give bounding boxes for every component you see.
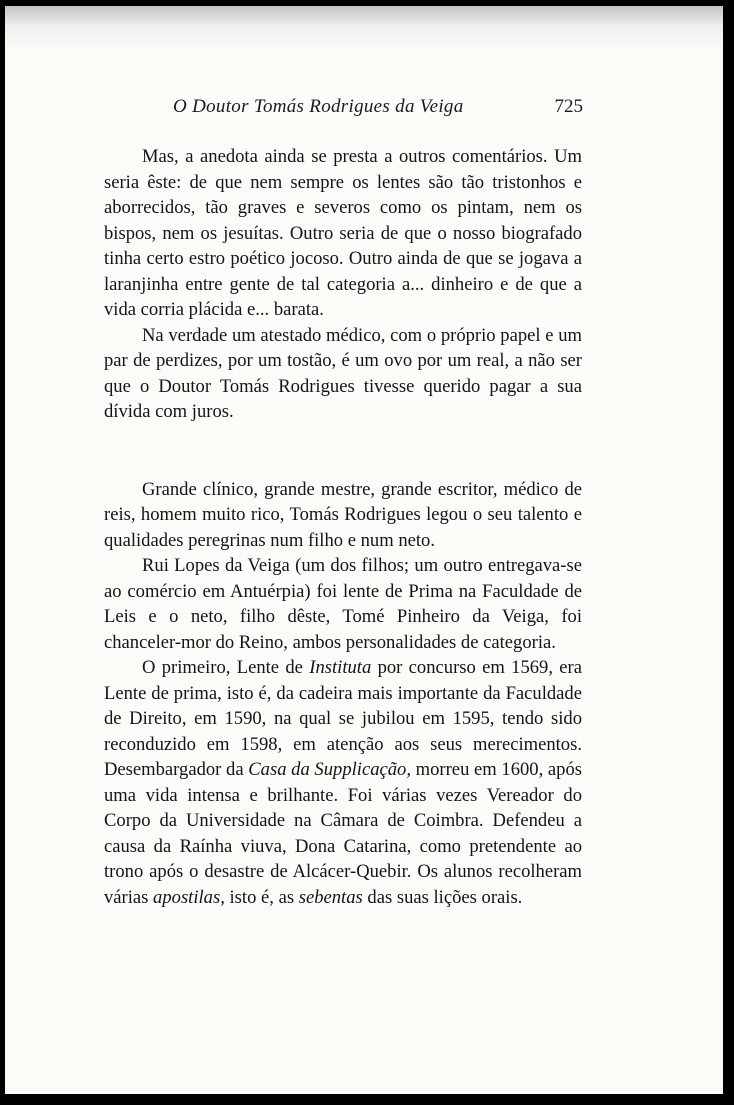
body-text [104, 144, 582, 910]
text-run: por concurso em 1569, era Lente de prima, isto é, da cadeira mais importante da Faculdade de Direito, em 1590, na qual se jubilou em 1595, tendo sido reconduzido em 1598, em atenção aos seus merecimentos. Desembargador da [104, 657, 582, 780]
running-title: O Doutor Tomás Rodrigues da Veiga [173, 96, 464, 117]
italic-casa-da-supplicacao: Casa da Supplicação, [248, 759, 411, 780]
paragraph-grande-clinico: Grande clínico, grande mestre, grande escritor, médico de reis, homem muito rico, Tomás Rodrigues legou o seu talento e qualidades peregrinas num filho e num neto. [104, 478, 582, 551]
text-run: morreu em 1600, após uma vida intensa e brilhante. Foi várias vezes Vereador do Corpo da Universidade na Câmara de Coimbra. Defendeu a causa da Raínha viuva, Dona Catarina, como pretendente ao trono após o desastre de Alcácer-Quebir. Os alunos recolheram várias [104, 759, 582, 908]
page-number: 725 [554, 96, 583, 117]
paragraph-anedota: Mas, a anedota ainda se presta a outros comentários. Um seria êste: de que nem sempre os lentes são tão tristonhos e aborrecidos, tão graves e severos como os pintam, nem os bispos, nem os jesuítas. Outro seria de que o nosso biografado tinha certo estro poético jocoso. Outro ainda de que se jogava a laranjinha entre gente de tal categoria a... dinheiro e de que a vida corria plácida e... barata. [104, 146, 582, 320]
text-run: isto é, as [224, 886, 299, 908]
paragraph-rui-lopes: Rui Lopes da Veiga (um dos filhos; um outro entregava-se ao comércio em Antuérpia) foi lente de Prima na Faculdade de Leis e o neto, filho dêste, Tomé Pinheiro da Veiga, foi chanceler-mor do Reino, ambos personalidades de categoria. [104, 555, 582, 653]
italic-apostilas: apostilas, [153, 886, 225, 908]
scan-shadow [5, 6, 723, 50]
book-page [5, 6, 723, 1094]
paragraph-o-primeiro [104, 655, 582, 910]
text-run: O primeiro, Lente de [142, 657, 310, 678]
section-break [104, 425, 582, 477]
page-header [173, 96, 583, 118]
paragraph-atestado: Na verdade um atestado médico, com o próprio papel e um par de perdizes, por um tostão, é um ovo por um real, a não ser que o Doutor Tomás Rodrigues tivesse querido pagar a sua dívida com juros. [104, 324, 582, 422]
text-run: das suas lições orais. [362, 886, 523, 908]
italic-sebentas: sebentas [298, 886, 363, 908]
italic-instituta: Instituta [309, 657, 372, 678]
